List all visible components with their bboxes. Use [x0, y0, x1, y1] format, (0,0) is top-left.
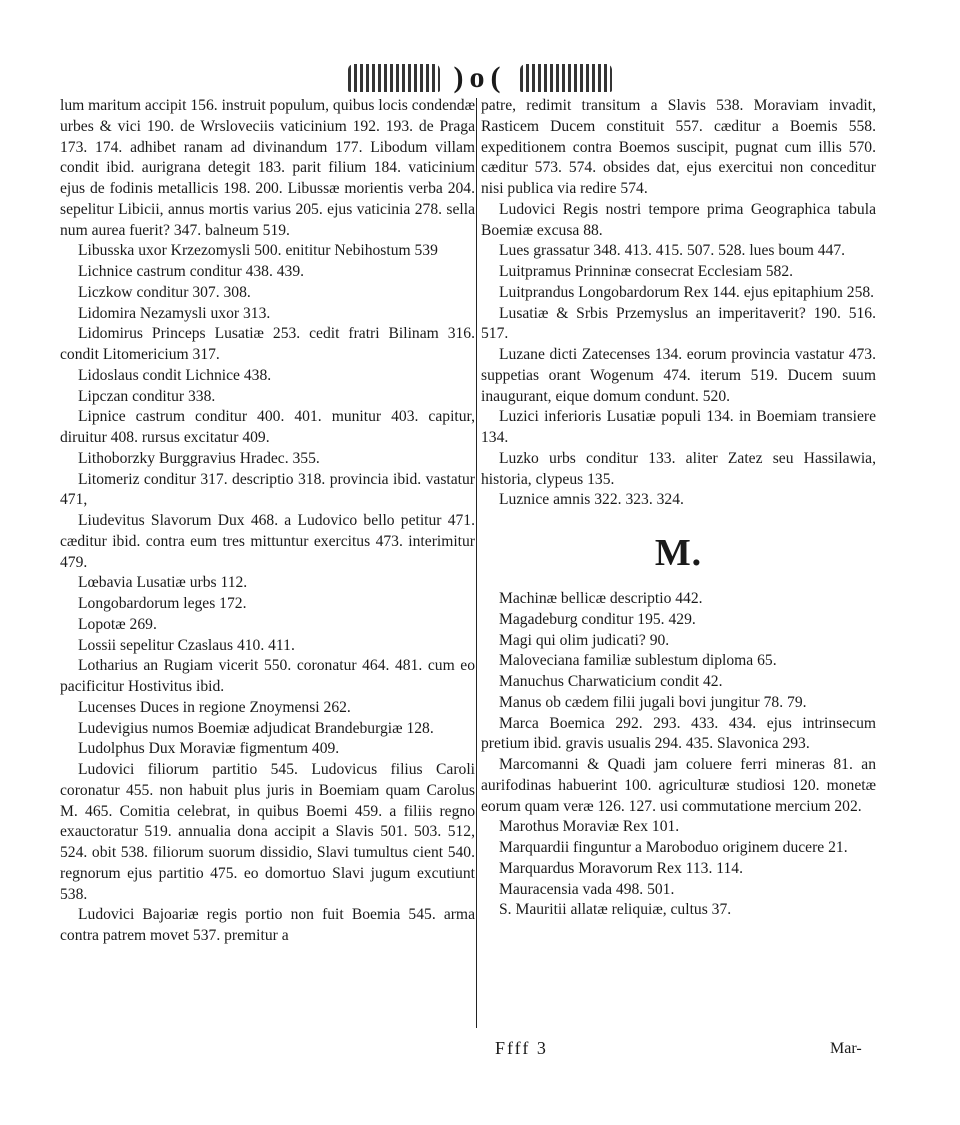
index-entry: Luzko urbs conditur 133. aliter Zatez seu Hassilawia, historia, clypeus 135. — [481, 449, 876, 488]
index-entry: Lidomira Nezamysli uxor 313. — [78, 304, 271, 322]
index-entry: Lidoslaus condit Lichnice 438. — [78, 366, 272, 384]
index-entry: Machinæ bellicæ descriptio 442. — [499, 590, 703, 607]
index-entry: patre, redimit transitum a Slavis 538. Moraviam invadit, Rasticem Ducem constituit 557. cæditur a Boemis 558. expeditionem contra Boemos suscipit, pugnat cum illis 570. cæditur 573. 574. obsides dat, ejus exercitui non conceditur nisi publica via redire 574. — [481, 97, 876, 197]
index-entry: Liczkow conditur 307. 308. — [78, 283, 251, 301]
index-entry: Longobardorum leges 172. — [78, 595, 247, 612]
index-entry: Ludovici Bajoariæ regis portio non fuit Boemia 545. arma contra patrem movet 537. premitur a — [60, 906, 475, 944]
index-entry: Ludovici Regis nostri tempore prima Geographica tabula Boemiæ excusa 88. — [481, 200, 876, 239]
index-entry: Lipczan conditur 338. — [78, 387, 216, 405]
column-divider — [476, 98, 477, 1028]
index-entry: Maloveciana familiæ sublestum diploma 65. — [499, 652, 777, 670]
ornament-left-icon — [348, 64, 440, 92]
catchword: Mar- — [830, 1040, 862, 1057]
index-entry: Lucenses Duces in regione Znoymensi 262. — [78, 698, 351, 716]
right-column-entries-m — [481, 589, 876, 921]
index-entry: Magi qui olim judicati? 90. — [499, 631, 670, 649]
section-letter: M. — [654, 532, 703, 574]
index-entry: Lipnice castrum conditur 400. 401. munitur 403. capitur, diruitur 408. rursus excitatur 409. — [60, 408, 475, 446]
index-entry: Marcomanni & Quadi jam coluere ferri mineras 81. an aurifodinas habuerint 100. agriculturæ studiosi 120. monetæ eorum quam veræ 126. 127. usi commutatione mercium 202. — [481, 756, 876, 815]
index-entry: Manuchus Charwaticium condit 42. — [499, 673, 723, 690]
index-entry: Luzici inferioris Lusatiæ populi 134. in Boemiam transiere 134. — [481, 408, 876, 446]
index-entry: Marquardus Moravorum Rex 113. 114. — [499, 859, 743, 877]
index-entry: Marca Boemica 292. 293. 433. 434. ejus intrinsecum pretium ibid. gravis usualis 294. 435. Slavonica 293. — [481, 714, 876, 753]
signature-mark: Ffff 3 — [495, 1038, 548, 1058]
left-column — [60, 96, 475, 947]
page-header — [0, 58, 960, 98]
index-entry: Marquardii finguntur a Maroboduo originem ducere 21. — [499, 839, 848, 856]
index-entry: Luitprandus Longobardorum Rex 144. ejus epitaphium 258. — [499, 283, 875, 301]
folio-mark: )o( — [453, 61, 507, 94]
index-entry: Luitpramus Prinninæ consecrat Ecclesiam 582. — [499, 263, 794, 280]
ornament-right-icon — [520, 64, 612, 92]
index-entry: Lœbavia Lusatiæ urbs 112. — [78, 574, 248, 592]
index-entry: Ludevigius numos Boemiæ adjudicat Brandeburgiæ 128. — [78, 719, 434, 737]
right-column-entries-l — [481, 96, 876, 511]
index-entry: Ludovici filiorum partitio 545. Ludovicus filius Caroli coronatur 455. non habuit plus juris in Boemiam quam Carolus M. 465. Comitia celebrat, in quibus Boemi 459. a filiis regno exauctoratur 519. annualia dona accipit a Slavis 501. 503. 512, 524. obit 538. filiorum suorum dissidio, Slavi tumultus cient 540. regnorum ejus partitio 475. eo domortuo Slavi jugum excutiunt 538. — [60, 761, 475, 903]
index-entry: Luzane dicti Zatecenses 134. eorum provincia vastatur 473. suppetias orant Wogenum 474. iterum 519. Ducem suum inaugurant, eique domum condunt. 520. — [481, 346, 876, 405]
index-entry: Lotharius an Rugiam vicerit 550. coronatur 464. 481. cum eo pacificitur Hostivitus ibid. — [60, 657, 475, 695]
right-column — [481, 96, 876, 921]
index-entry: Lusatiæ & Srbis Przemyslus an imperitaverit? 190. 516. 517. — [481, 304, 876, 343]
index-entry: Magadeburg conditur 195. 429. — [499, 610, 696, 628]
index-entry: Lossii sepelitur Czaslaus 410. 411. — [78, 636, 295, 654]
index-entry: Marothus Moraviæ Rex 101. — [499, 818, 680, 836]
index-entry: S. Mauritii allatæ reliquiæ, cultus 37. — [499, 901, 732, 919]
index-entry: Manus ob cædem filii jugali bovi jungitur 78. 79. — [499, 693, 807, 711]
index-entry: Lichnice castrum conditur 438. 439. — [78, 263, 305, 280]
index-entry: Lues grassatur 348. 413. 415. 507. 528. lues boum 447. — [499, 242, 846, 260]
index-entry: Liudevitus Slavorum Dux 468. a Ludovico bello petitur 471. cæditur ibid. contra eum tres mittuntur exercitus 473. interimitur 479. — [60, 512, 475, 571]
index-entry: Ludolphus Dux Moraviæ figmentum 409. — [78, 740, 340, 758]
index-entry: Libusska uxor Krzezomysli 500. enititur Nebihostum 539 — [78, 242, 438, 260]
index-entry: Mauracensia vada 498. 501. — [499, 880, 675, 898]
index-entry: Luznice amnis 322. 323. 324. — [499, 491, 684, 509]
index-entry: Litomeriz conditur 317. descriptio 318. provincia ibid. vastatur 471, — [60, 470, 475, 509]
index-entry: Lopotæ 269. — [78, 615, 157, 633]
index-entry: lum maritum accipit 156. instruit populum, quibus locis condendæ urbes & vici 190. de Wrsloveciis vaticinium 192. 193. de Praga 173. 174. adhibet ranam ad divinandum 177. Libodum villam condit ibid. aurigrana detegit 183. parit filium 184. vaticinium ejus de fodinis metallicis 198. 200. Libussæ morientis verba 204. sepelitur Libicii, annus mortis varius 205. ejus vaticinia 278. sella num aurea fuerit? 347. balneum 519. — [60, 97, 475, 239]
index-entry: Lithoborzky Burggravius Hradec. 355. — [78, 449, 320, 467]
index-entry: Lidomirus Princeps Lusatiæ 253. cedit fratri Bilinam 316. condit Litomericium 317. — [60, 325, 475, 363]
